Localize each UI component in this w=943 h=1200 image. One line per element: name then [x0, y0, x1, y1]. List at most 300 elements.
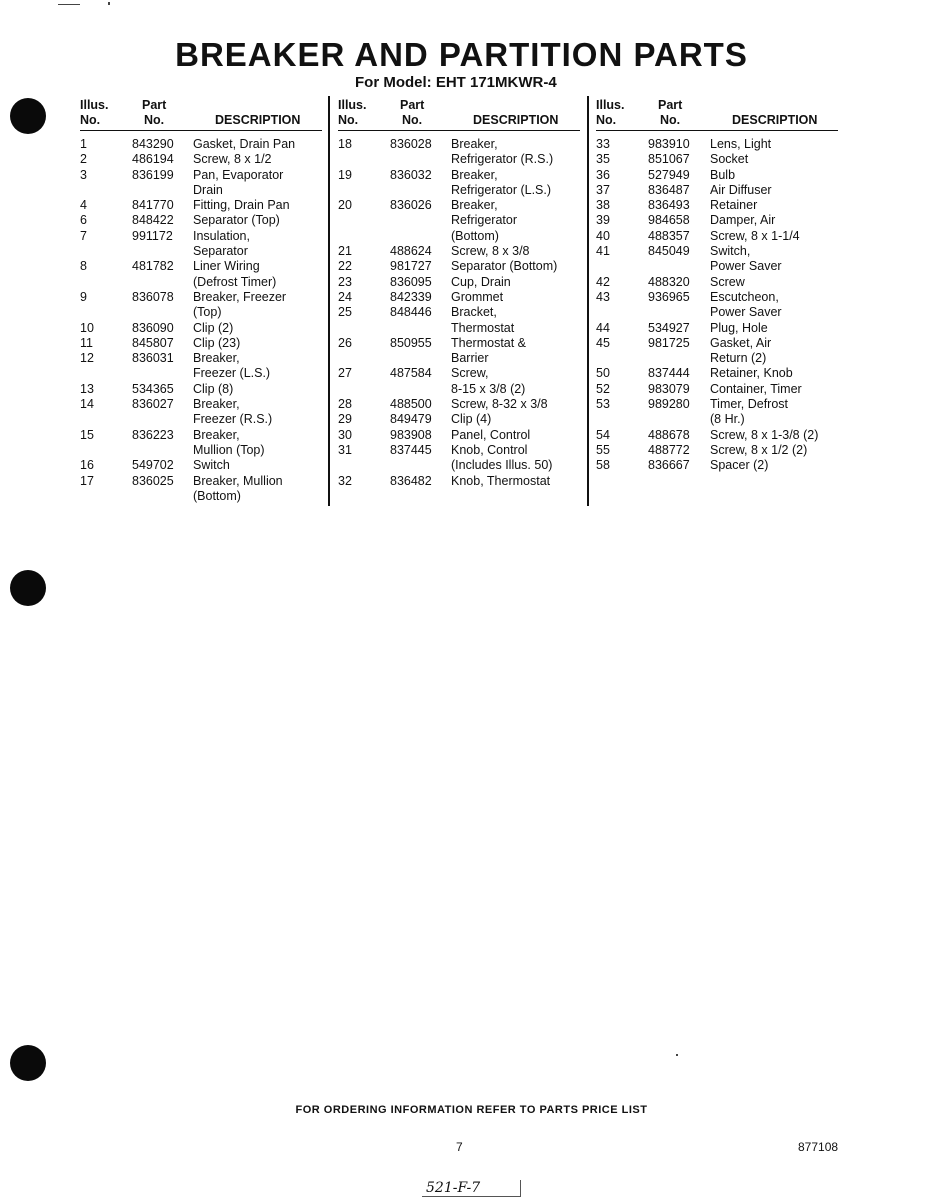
illus-number: 40: [596, 228, 610, 243]
part-description: [710, 397, 838, 428]
illus-number: 54: [596, 427, 610, 442]
part-row: [596, 198, 838, 213]
illus-number: 21: [338, 244, 352, 259]
part-number: 983908: [390, 427, 432, 442]
part-number: 843290: [132, 137, 174, 151]
part-description: [451, 290, 580, 305]
part-number: 836031: [132, 351, 174, 366]
part-row: [596, 428, 838, 443]
part-number: 836493: [648, 198, 690, 213]
description-line: Socket: [710, 152, 749, 167]
part-number: 983910: [648, 137, 690, 151]
part-number: 488772: [648, 442, 690, 457]
description-line: Screw, 8 x 3/8: [451, 244, 530, 259]
description-line: Refrigerator: [451, 213, 517, 228]
part-row: [596, 382, 838, 397]
part-row: [80, 213, 322, 228]
parts-column-2: [338, 96, 580, 489]
part-header: No.: [144, 113, 165, 127]
part-header: Part: [142, 98, 167, 112]
scan-speck: [108, 2, 110, 5]
part-number: 983079: [648, 381, 690, 396]
part-row: [338, 397, 580, 412]
illus-number: 29: [338, 412, 352, 427]
part-row: [596, 336, 838, 367]
part-description: [710, 366, 838, 381]
illus-number: 50: [596, 366, 610, 381]
description-line: Mullion (Top): [193, 442, 265, 457]
description-line: Cup, Drain: [451, 274, 511, 289]
part-number: 836078: [132, 289, 174, 304]
description-line: Retainer: [710, 198, 758, 213]
part-number: 837445: [390, 442, 432, 457]
illus-number: 35: [596, 152, 610, 167]
part-row: [80, 428, 322, 459]
illus-number: 20: [338, 198, 352, 213]
part-number: 837444: [648, 366, 690, 381]
illus-header: Illus.: [338, 98, 367, 112]
description-line: Separator: [193, 244, 248, 259]
part-number: 488624: [390, 244, 432, 259]
part-number: 848422: [132, 213, 174, 228]
illus-number: 3: [80, 167, 87, 182]
punch-hole-top: [10, 98, 46, 134]
illus-number: 43: [596, 289, 610, 304]
description-line: Knob, Thermostat: [451, 473, 551, 488]
illus-number: 32: [338, 473, 352, 488]
description-line: Bulb: [710, 167, 736, 182]
illus-number: 23: [338, 274, 352, 289]
description-line: Return (2): [710, 351, 767, 366]
description-line: Grommet: [451, 289, 504, 304]
description-line: Lens, Light: [710, 137, 772, 151]
part-number: 836223: [132, 427, 174, 442]
part-description: [451, 443, 580, 474]
part-description: [193, 351, 322, 382]
part-number: 936965: [648, 289, 690, 304]
illus-number: 2: [80, 152, 87, 167]
column-divider: [587, 96, 589, 506]
description-line: Breaker, Freezer: [193, 289, 287, 304]
part-number: 481782: [132, 259, 174, 274]
part-number: 989280: [648, 397, 690, 412]
description-line: Screw,: [451, 366, 489, 381]
column-header: [596, 96, 838, 131]
part-number: 836026: [390, 198, 432, 213]
part-header: No.: [660, 113, 681, 127]
description-line: Gasket, Air: [710, 335, 772, 350]
part-description: [193, 137, 322, 152]
part-header: Part: [400, 98, 425, 112]
part-number: 845049: [648, 244, 690, 259]
description-line: Breaker,: [451, 137, 498, 151]
part-row: [596, 229, 838, 244]
part-number: 534365: [132, 381, 174, 396]
part-row: [596, 152, 838, 167]
description-line: Refrigerator (L.S.): [451, 182, 552, 197]
description-line: Switch: [193, 458, 230, 473]
description-line: Switch,: [710, 244, 751, 259]
part-row: [80, 351, 322, 382]
description-line: Gasket, Drain Pan: [193, 137, 296, 151]
part-number: 836095: [390, 274, 432, 289]
page-number: 7: [456, 1140, 463, 1154]
part-row: [338, 275, 580, 290]
scan-speck: [58, 4, 80, 5]
description-line: Bracket,: [451, 305, 497, 320]
part-description: [193, 321, 322, 336]
part-row: [596, 275, 838, 290]
illus-number: 9: [80, 289, 87, 304]
part-number: 848446: [390, 305, 432, 320]
part-number: 488500: [390, 397, 432, 412]
part-row: [596, 244, 838, 275]
part-description: [451, 244, 580, 259]
part-description: [193, 290, 322, 321]
illus-number: 22: [338, 259, 352, 274]
description-line: Knob, Control: [451, 442, 528, 457]
part-description: [451, 198, 580, 244]
part-number: 851067: [648, 152, 690, 167]
illus-number: 14: [80, 397, 94, 412]
part-row: [338, 336, 580, 367]
description-line: Container, Timer: [710, 381, 802, 396]
illus-number: 31: [338, 442, 352, 457]
part-row: [338, 474, 580, 489]
part-description: [710, 183, 838, 198]
part-description: [193, 336, 322, 351]
part-description: [710, 428, 838, 443]
part-description: [193, 474, 322, 505]
part-description: [193, 229, 322, 260]
handwritten-reference: 521-F-7: [422, 1180, 521, 1197]
part-row: [338, 428, 580, 443]
part-row: [338, 366, 580, 397]
part-number: 486194: [132, 152, 174, 167]
part-row: [338, 412, 580, 427]
part-row: [338, 137, 580, 168]
part-row: [338, 244, 580, 259]
part-number: 845807: [132, 335, 174, 350]
illus-number: 41: [596, 244, 610, 259]
description-line: Breaker,: [451, 198, 498, 213]
illus-number: 33: [596, 137, 610, 151]
description-line: (8 Hr.): [710, 412, 745, 427]
description-line: Breaker,: [193, 351, 240, 366]
part-number: 991172: [132, 228, 173, 243]
illus-number: 8: [80, 259, 87, 274]
part-header: No.: [402, 113, 423, 127]
parts-column-1: [80, 96, 322, 504]
description-line: Power Saver: [710, 305, 782, 320]
parts-column-3: [596, 96, 838, 474]
part-description: [193, 213, 322, 228]
part-description: [451, 305, 580, 336]
description-line: 8-15 x 3/8 (2): [451, 381, 526, 396]
illus-number: 6: [80, 213, 87, 228]
description-line: Drain: [193, 182, 223, 197]
part-description: [451, 412, 580, 427]
ordering-note: FOR ORDERING INFORMATION REFER TO PARTS PRICE LIST: [295, 1104, 648, 1116]
part-header: Part: [658, 98, 683, 112]
part-number: 488320: [648, 274, 690, 289]
part-number: 836199: [132, 167, 174, 182]
description-line: Breaker,: [193, 427, 240, 442]
illus-number: 1: [80, 137, 87, 151]
part-row: [338, 198, 580, 244]
description-line: Pan, Evaporator: [193, 167, 284, 182]
illus-number: 15: [80, 427, 94, 442]
illus-number: 19: [338, 167, 352, 182]
description-line: Screw, 8-32 x 3/8: [451, 397, 548, 412]
illus-number: 55: [596, 442, 610, 457]
part-row: [80, 336, 322, 351]
part-description: [451, 137, 580, 168]
part-description: [710, 137, 838, 152]
part-row: [80, 229, 322, 260]
part-row: [596, 321, 838, 336]
illus-number: 45: [596, 335, 610, 350]
illus-number: 4: [80, 198, 87, 213]
part-description: [451, 428, 580, 443]
part-row: [80, 290, 322, 321]
part-description: [710, 198, 838, 213]
description-line: Breaker,: [451, 167, 498, 182]
document-number: 877108: [798, 1140, 839, 1154]
page-subtitle: For Model: EHT 171MKWR-4: [355, 74, 557, 91]
description-line: Breaker,: [193, 397, 240, 412]
description-line: (Top): [193, 305, 222, 320]
part-row: [596, 137, 838, 152]
description-line: Thermostat: [451, 320, 515, 335]
part-description: [710, 213, 838, 228]
illus-number: 52: [596, 381, 610, 396]
part-description: [710, 275, 838, 290]
description-line: Clip (8): [193, 381, 234, 396]
part-description: [193, 382, 322, 397]
description-line: Separator (Top): [193, 213, 280, 228]
part-description: [193, 428, 322, 459]
illus-number: 28: [338, 397, 352, 412]
illus-number: 53: [596, 397, 610, 412]
illus-number: 42: [596, 274, 610, 289]
illus-number: 17: [80, 473, 94, 488]
illus-number: 12: [80, 351, 94, 366]
column-header: [338, 96, 580, 131]
part-description: [193, 198, 322, 213]
description-line: Refrigerator (R.S.): [451, 152, 554, 167]
part-row: [338, 259, 580, 274]
column-divider: [328, 96, 330, 506]
description-line: Retainer, Knob: [710, 366, 793, 381]
part-row: [596, 366, 838, 381]
part-number: 984658: [648, 213, 690, 228]
illus-header: Illus.: [80, 98, 109, 112]
part-description: [710, 244, 838, 275]
part-description: [451, 366, 580, 397]
description-line: Screw, 8 x 1-1/4: [710, 228, 800, 243]
part-row: [596, 290, 838, 321]
part-number: 488678: [648, 427, 690, 442]
illus-number: 16: [80, 458, 94, 473]
description-line: (Includes Illus. 50): [451, 458, 553, 473]
description-line: Thermostat &: [451, 335, 527, 350]
illus-number: 13: [80, 381, 94, 396]
part-description: [451, 474, 580, 489]
part-row: [80, 321, 322, 336]
part-description: [710, 336, 838, 367]
part-row: [596, 397, 838, 428]
part-number: 836028: [390, 137, 432, 151]
description-line: Clip (23): [193, 335, 241, 350]
description-line: Freezer (L.S.): [193, 366, 271, 381]
description-line: Air Diffuser: [710, 182, 772, 197]
description-header: DESCRIPTION: [732, 113, 818, 127]
part-row: [596, 183, 838, 198]
part-row: [80, 259, 322, 290]
description-line: Clip (4): [451, 412, 492, 427]
part-description: [193, 397, 322, 428]
part-number: 527949: [648, 167, 690, 182]
description-line: Plug, Hole: [710, 320, 768, 335]
part-description: [710, 458, 838, 473]
illus-number: 26: [338, 335, 352, 350]
part-number: 836482: [390, 473, 432, 488]
part-description: [193, 259, 322, 290]
part-description: [710, 152, 838, 167]
part-number: 836027: [132, 397, 174, 412]
part-description: [710, 321, 838, 336]
part-number: 842339: [390, 289, 432, 304]
part-number: 981725: [648, 335, 690, 350]
description-header: DESCRIPTION: [473, 113, 559, 127]
part-number: 836025: [132, 473, 174, 488]
illus-number: 36: [596, 167, 610, 182]
illus-number: 27: [338, 366, 352, 381]
part-description: [710, 443, 838, 458]
description-line: Panel, Control: [451, 427, 531, 442]
description-line: Clip (2): [193, 320, 234, 335]
part-number: 849479: [390, 412, 432, 427]
description-header: DESCRIPTION: [215, 113, 301, 127]
description-line: Escutcheon,: [710, 289, 779, 304]
illus-header: Illus.: [596, 98, 625, 112]
page-title: BREAKER AND PARTITION PARTS: [175, 36, 748, 73]
part-number: 549702: [132, 458, 174, 473]
part-number: 841770: [132, 198, 174, 213]
illus-number: 7: [80, 228, 87, 243]
part-row: [338, 305, 580, 336]
part-row: [596, 443, 838, 458]
part-number: 836032: [390, 167, 432, 182]
part-row: [338, 168, 580, 199]
illus-header: No.: [80, 113, 101, 127]
description-line: Power Saver: [710, 259, 782, 274]
description-line: (Bottom): [451, 228, 499, 243]
description-line: Screw, 8 x 1/2: [193, 152, 272, 167]
part-row: [80, 382, 322, 397]
part-row: [80, 168, 322, 199]
illus-number: 18: [338, 137, 352, 151]
part-row: [80, 474, 322, 505]
description-line: (Bottom): [193, 488, 241, 503]
illus-number: 25: [338, 305, 352, 320]
punch-hole-middle: [10, 570, 46, 606]
illus-number: 44: [596, 320, 610, 335]
illus-number: 11: [80, 335, 93, 350]
part-description: [451, 336, 580, 367]
part-row: [596, 213, 838, 228]
illus-number: 37: [596, 182, 610, 197]
column-header: [80, 96, 322, 131]
part-number: 836487: [648, 182, 690, 197]
description-line: Insulation,: [193, 228, 250, 243]
part-number: 836667: [648, 458, 690, 473]
part-description: [710, 290, 838, 321]
part-number: 981727: [390, 259, 432, 274]
part-row: [80, 152, 322, 167]
part-description: [193, 168, 322, 199]
illus-number: 10: [80, 320, 94, 335]
description-line: Breaker, Mullion: [193, 473, 283, 488]
illus-header: No.: [596, 113, 617, 127]
part-row: [338, 443, 580, 474]
illus-number: 39: [596, 213, 610, 228]
description-line: Freezer (R.S.): [193, 412, 273, 427]
illus-number: 30: [338, 427, 352, 442]
part-number: 487584: [390, 366, 432, 381]
description-line: Barrier: [451, 351, 489, 366]
description-line: Screw: [710, 274, 745, 289]
description-line: Damper, Air: [710, 213, 776, 228]
description-line: Fitting, Drain Pan: [193, 198, 290, 213]
description-line: Screw, 8 x 1-3/8 (2): [710, 427, 819, 442]
illus-number: 38: [596, 198, 610, 213]
part-description: [710, 229, 838, 244]
part-row: [596, 458, 838, 473]
part-number: 488357: [648, 228, 690, 243]
description-line: Liner Wiring: [193, 259, 260, 274]
description-line: Screw, 8 x 1/2 (2): [710, 442, 808, 457]
description-line: Timer, Defrost: [710, 397, 789, 412]
part-row: [80, 198, 322, 213]
illus-header: No.: [338, 113, 359, 127]
part-number: 850955: [390, 335, 432, 350]
part-number: 534927: [648, 320, 690, 335]
punch-hole-bottom: [10, 1045, 46, 1081]
description-line: Spacer (2): [710, 458, 769, 473]
part-row: [596, 168, 838, 183]
part-description: [710, 382, 838, 397]
description-line: (Defrost Timer): [193, 274, 277, 289]
illus-number: 24: [338, 289, 352, 304]
part-description: [451, 168, 580, 199]
part-row: [80, 458, 322, 473]
description-line: Separator (Bottom): [451, 259, 558, 274]
part-row: [80, 397, 322, 428]
scan-speck: [676, 1054, 678, 1056]
part-description: [710, 168, 838, 183]
part-row: [80, 137, 322, 152]
part-description: [451, 397, 580, 412]
illus-number: 58: [596, 458, 610, 473]
part-description: [451, 275, 580, 290]
part-description: [451, 259, 580, 274]
part-row: [338, 290, 580, 305]
part-description: [193, 152, 322, 167]
part-number: 836090: [132, 320, 174, 335]
part-description: [193, 458, 322, 473]
